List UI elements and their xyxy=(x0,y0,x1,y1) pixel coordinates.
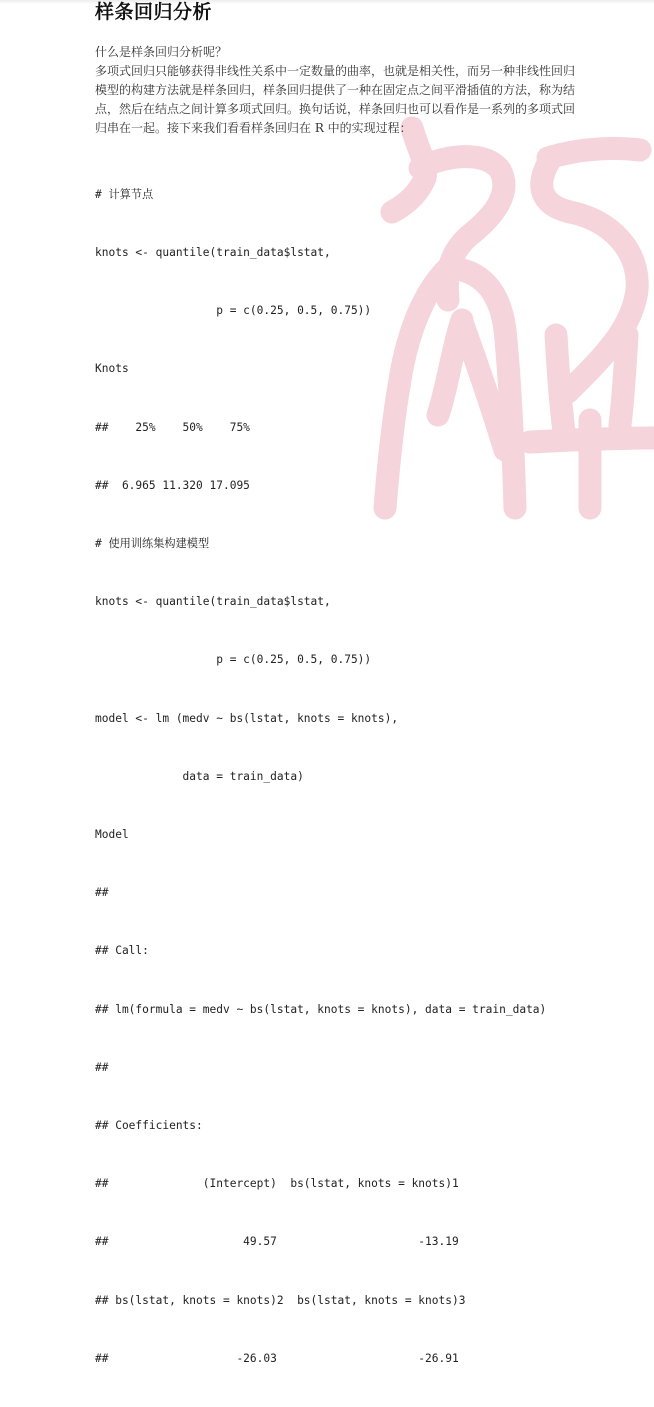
code-output: ## bs(lstat, knots = knots)2 bs(lstat, knots = knots)3 xyxy=(95,1293,466,1307)
code-comment: # 使用训练集构建模型 xyxy=(95,537,210,551)
code-output: ## 6.965 11.320 17.095 xyxy=(95,478,250,492)
code-line: data = train_data) xyxy=(95,769,304,783)
code-line: knots <- quantile(train_data$lstat, xyxy=(95,246,331,260)
code-line: knots <- quantile(train_data$lstat, xyxy=(95,595,331,609)
code-line: Model xyxy=(95,828,129,842)
code-output: ## -26.03 -26.91 xyxy=(95,1351,459,1365)
code-line: p = c(0.25, 0.5, 0.75)) xyxy=(95,653,372,667)
paragraph-line: 归串在一起。接下来我们看看样条回归在 R 中的实现过程： xyxy=(95,121,412,135)
paragraph-line: 多项式回归只能够获得非线性关系中一定数量的曲率，也就是相关性，而另一种非线性回归 xyxy=(95,64,576,78)
code-comment: # 计算节点 xyxy=(95,187,154,201)
code-output: ## xyxy=(95,1060,109,1074)
code-line: p = c(0.25, 0.5, 0.75)) xyxy=(95,304,372,318)
page-title: 样条回归分析 xyxy=(95,1,213,23)
code-line: Knots xyxy=(95,362,129,376)
code-line: model <- lm (medv ~ bs(lstat, knots = knots), xyxy=(95,711,399,725)
code-output: ## lm(formula = medv ~ bs(lstat, knots = knots), data = train_data) xyxy=(95,1002,547,1016)
code-output: ## 25% 50% 75% xyxy=(95,420,250,434)
code-output: ## 49.57 -13.19 xyxy=(95,1235,459,1249)
code-output: ## xyxy=(95,886,109,900)
code-output: ## (Intercept) bs(lstat, knots = knots)1 xyxy=(95,1177,459,1191)
code-output: ## Call: xyxy=(95,944,149,958)
intro-paragraph xyxy=(95,43,575,138)
intro-question: 什么是样条回归分析呢？ xyxy=(95,45,228,59)
code-output: ## Coefficients: xyxy=(95,1119,203,1133)
r-code-block xyxy=(95,146,546,1407)
paragraph-line: 点，然后在结点之间计算多项式回归。换句话说，样条回归也可以看作是一系列的多项式回 xyxy=(95,102,576,116)
paragraph-line: 模型的构建方法就是样条回归，样条回归提供了一种在固定点之间平滑插值的方法，称为结 xyxy=(95,83,576,97)
